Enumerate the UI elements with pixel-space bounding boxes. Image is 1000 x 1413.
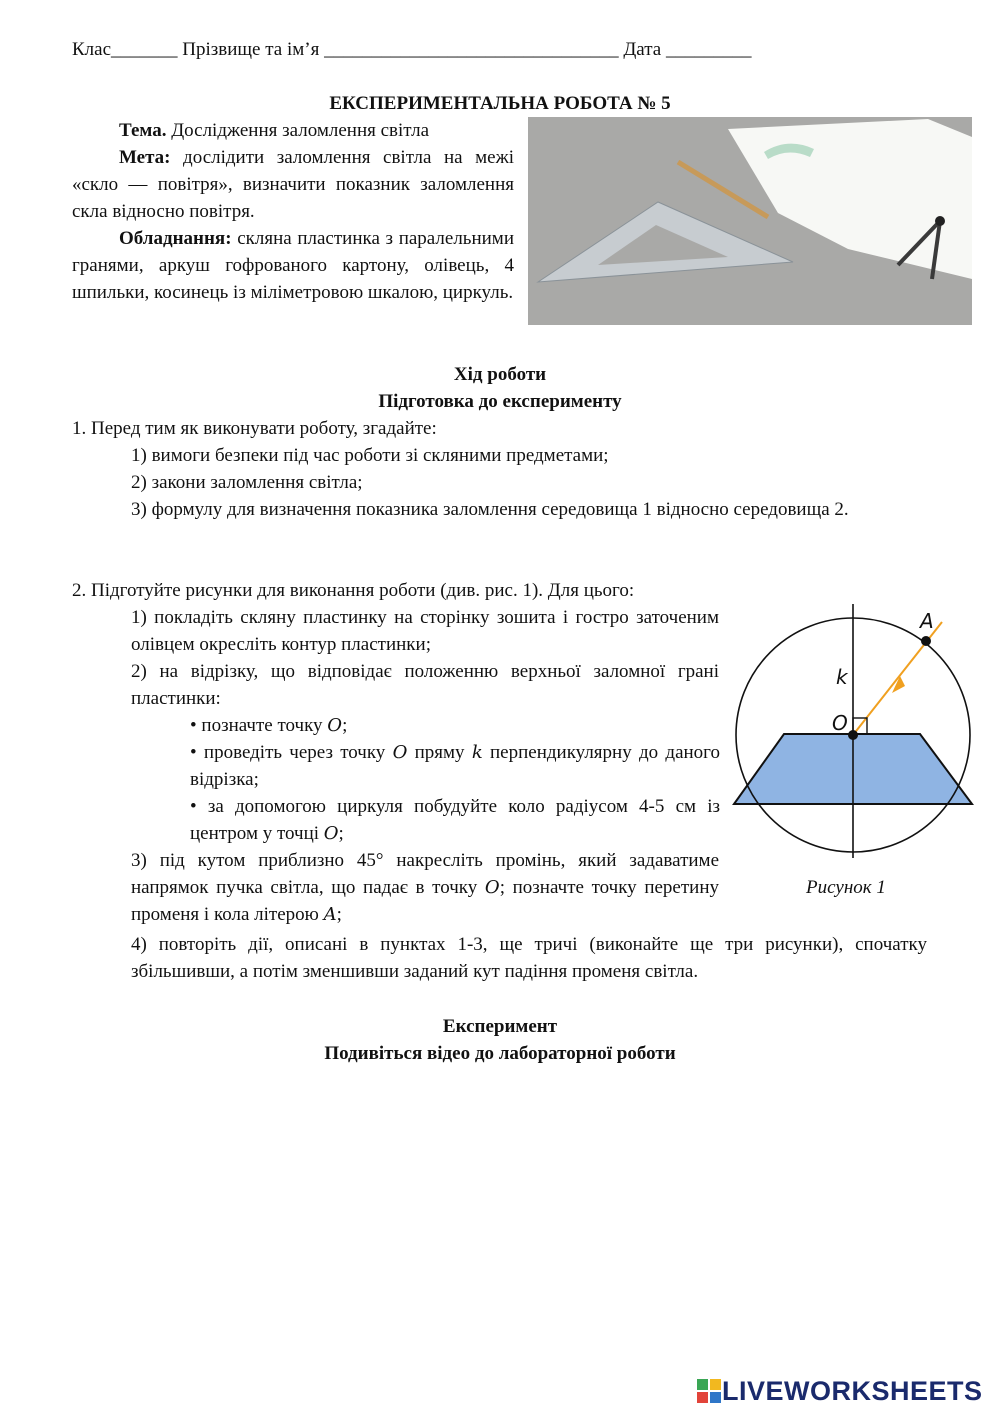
bullet-2-end: перпендикулярну до даного відрізка; <box>190 742 721 790</box>
step-2-item-3 <box>131 847 719 928</box>
label-O: O <box>832 711 848 735</box>
name-label: Прізвище та ім’я _______________________________ <box>182 39 619 60</box>
liveworksheets-logo[interactable] <box>696 1376 983 1406</box>
bullet-draw-line <box>190 739 720 793</box>
step-2-item-4: 4) повторіть дії, описані в пунктах 1-3, ще тричі (виконайте ще три рисунки), спочатку збільшивши, а потім зменшивши заданий кут падіння променя світла. <box>131 934 927 982</box>
logo-text: LIVEWORKSHEETS <box>722 1375 983 1406</box>
figure-caption: Рисунок 1 <box>806 877 886 898</box>
var-O: O <box>484 877 500 898</box>
step-1-item-2: 2) закони заломлення світла; <box>131 472 363 493</box>
var-O: O <box>323 823 339 844</box>
step-2: 2. Підготуйте рисунки для виконання роботи (див. рис. 1). Для цього: <box>72 580 635 601</box>
compass-hinge <box>935 216 945 226</box>
item-3-end: ; <box>336 904 342 925</box>
var-O: O <box>327 715 343 736</box>
item-3-text: 3) під кутом приблизно 45° накресліть промінь, який задаватиме напрямок пучка світла, що падає в точку <box>131 850 719 898</box>
step-1: 1. Перед тим як виконувати роботу, згадайте: <box>72 418 437 439</box>
step-1-item-3: 3) формулу для визначення показника заломлення середовища 1 відносно середовища 2. <box>131 499 849 520</box>
class-label: Клас_______ <box>72 39 178 60</box>
header-line <box>72 36 751 63</box>
bullet-3-end: ; <box>338 823 344 844</box>
preparation-heading: Підготовка до експерименту <box>378 391 622 412</box>
logo-icon <box>696 1378 722 1404</box>
bullet-draw-circle <box>190 793 720 847</box>
point-O <box>848 730 858 740</box>
procedure-heading: Хід роботи <box>453 364 547 385</box>
item-3-mid: ; позначте точку перетину променя і кола літерою <box>131 877 719 925</box>
figure-1 <box>732 600 982 860</box>
bullet-2-mid: пряму <box>407 742 472 763</box>
video-instruction: Подивіться відео до лабораторної роботи <box>324 1043 676 1064</box>
label-A: A <box>920 609 934 633</box>
experiment-heading: Експеримент <box>442 1016 558 1037</box>
intro-block <box>72 117 514 306</box>
equipment-photo <box>528 117 972 325</box>
topic-line <box>72 117 514 144</box>
bullet-1-end: ; <box>342 715 348 736</box>
point-A <box>921 636 931 646</box>
equipment-line <box>72 225 514 306</box>
step-1-item-1: 1) вимоги безпеки під час роботи зі скляними предметами; <box>131 445 609 466</box>
step-2-item-2: 2) на відрізку, що відповідає положенню верхньої заломної грані пластинки: <box>131 661 719 709</box>
topic-label: Тема. <box>119 120 167 141</box>
bullet-mark-point <box>190 712 720 739</box>
step-2-item-1: 1) покладіть скляну пластинку на сторінку зошита і гостро заточеним олівцем окресліть контур пластинки; <box>131 607 719 655</box>
equipment-label: Обладнання: <box>119 228 232 249</box>
label-k: k <box>836 665 848 689</box>
goal-text: дослідити заломлення світла на межі «скло — повітря», визначити показник заломлення скла відносно повітря. <box>72 147 514 222</box>
bullet-2-text: • проведіть через точку <box>190 742 393 763</box>
topic-text: Дослідження заломлення світла <box>166 120 430 141</box>
var-A: A <box>323 904 337 925</box>
var-k: k <box>471 742 483 763</box>
equipment-text: скляна пластинка з паралельними гранями, аркуш гофрованого картону, олівець, 4 шпильки, косинець із міліметровою шкалою, циркуль. <box>72 228 514 303</box>
bullet-3-text: • за допомогою циркуля побудуйте коло радіусом 4-5 см із центром у точці <box>190 796 720 844</box>
var-O: O <box>392 742 408 763</box>
bullet-1-text: • позначте точку <box>190 715 328 736</box>
date-label: Дата _________ <box>623 39 752 60</box>
goal-label: Мета: <box>119 147 171 168</box>
goal-line <box>72 144 514 225</box>
page-title: ЕКСПЕРИМЕНТАЛЬНА РОБОТА № 5 <box>329 93 671 114</box>
